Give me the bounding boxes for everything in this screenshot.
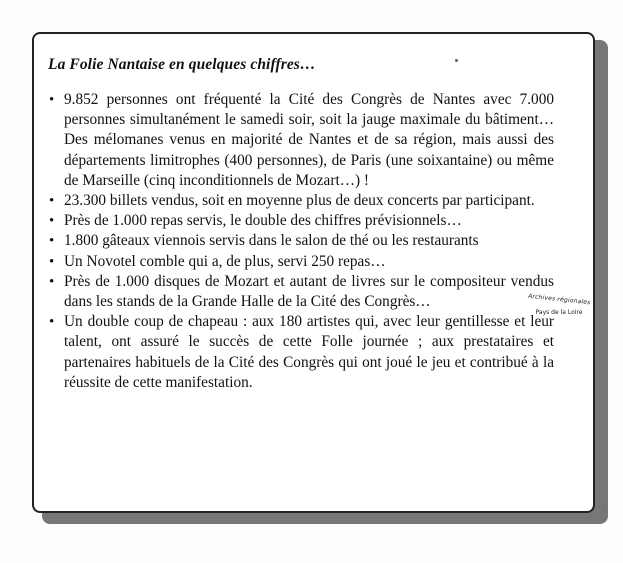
list-item (34, 312, 554, 393)
list-item (34, 191, 554, 211)
list-item-text: Un Novotel comble qui a, de plus, servi 250 repas… (64, 252, 386, 270)
archive-stamp (527, 292, 591, 330)
list-item (34, 252, 554, 272)
stamp-line-region: Pays de la Loire (535, 309, 583, 316)
box-heading: La Folie Nantaise en quelques chiffres… (48, 56, 316, 73)
list-item-text: Près de 1.000 repas servis, le double des chiffres prévisionnels… (64, 212, 462, 230)
list-item-text: Un double coup de chapeau : aux 180 artistes qui, avec leur gentillesse et leur talent, ont assuré le succès de cette Folle journée ; aux prestataires et partenaires habituels de la Cité des Congrès qui ont joué le jeu et contribué à la réussite de cette manifestation. (64, 313, 554, 391)
list-item (34, 272, 554, 312)
list-item (34, 90, 554, 191)
list-item-text: Près de 1.000 disques de Mozart et autant de livres sur le compositeur vendus dans les stands de la Grande Halle de la Cité des Congrès… (64, 272, 554, 311)
bullet-icon: • (49, 273, 55, 290)
scan-speck (455, 59, 458, 62)
statistics-list (34, 90, 554, 393)
list-item-text: 1.800 gâteaux viennois servis dans le salon de thé ou les restaurants (64, 232, 479, 250)
statistics-box (32, 32, 595, 513)
bullet-icon: • (49, 213, 55, 230)
bullet-icon: • (49, 253, 55, 270)
bullet-icon: • (49, 233, 55, 250)
bullet-icon: • (49, 92, 55, 108)
list-item-text: 9.852 personnes ont fréquenté la Cité des Congrès de Nantes avec 7.000 personnes simultanément le samedi soir, soit la jauge maximale du bâtiment… Des mélomanes venus en majorité de Nantes et de sa région, mais aussi des départements limitrophes (400 personnes), de Paris (une soixantaine) ou même de Marseille (cinq inconditionnels de Mozart…) ! (64, 91, 554, 189)
bullet-icon: • (49, 193, 55, 210)
list-item-text: 23.300 billets vendus, soit en moyenne plus de deux concerts par participant. (64, 192, 535, 210)
bullet-icon: • (49, 314, 55, 331)
stamp-line-archives: Archives régionales (527, 292, 591, 307)
list-item (34, 231, 554, 251)
scan-speck (604, 505, 606, 507)
list-item (34, 211, 554, 231)
